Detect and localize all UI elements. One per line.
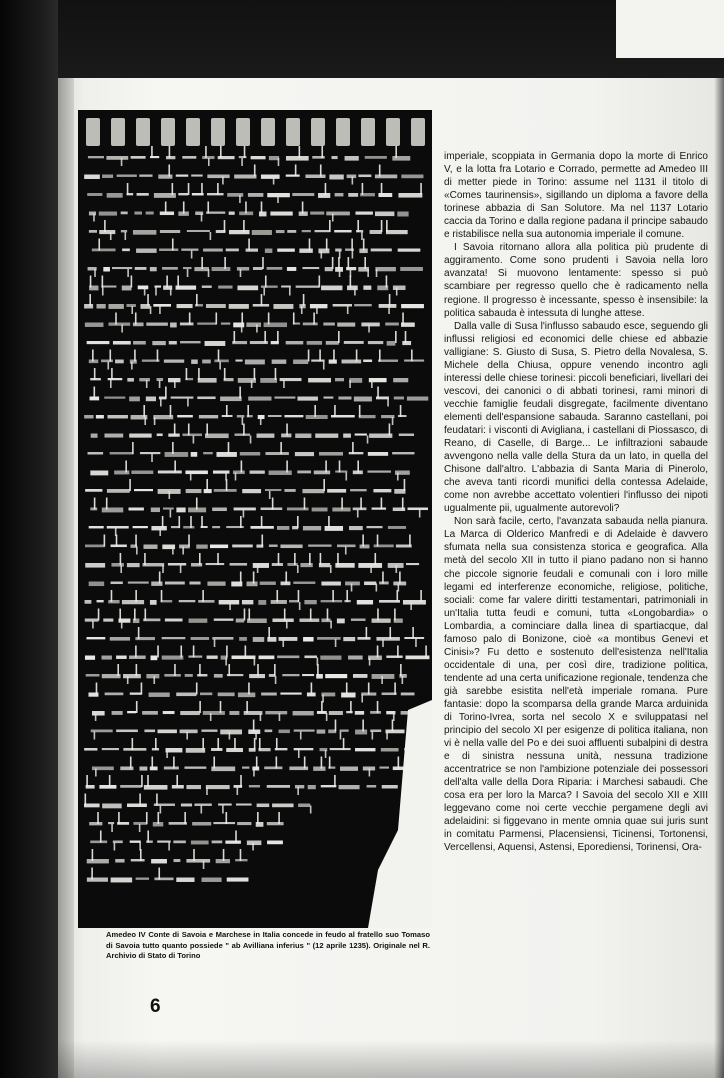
scan-left-border bbox=[0, 0, 58, 1078]
manuscript-photo bbox=[78, 110, 432, 928]
figure-caption: Amedeo IV Conte di Savoia e Marchese in Italia concede in feudo al fratello suo Tomaso di Savoia tutto quanto possiede " ab Avilliana inferius " (12 aprile 1235). Originale nel R. Archivio di Stato di Torino bbox=[106, 930, 430, 961]
paragraph-4: Non sarà facile, certo, l'avanzata sabauda nella pianura. La Marca di Olderico Manfredi e di Adelaide è davvero sfumata nella sua consistenza storica e geografica. Alla metà del secolo XII in tutto il piano padano non si hanno che piccole signorie feudali e comunali con i loro mille legami ed interferenze economiche, religiose, politiche, sociali: come far valere diritti testamentari, patrimoniali in un'Italia tutta feudi e comuni, tutta «Longobardia» o Lombardia, a cominciare dalla linea di spartiacque, dal famoso palo di Bonizone, cioè «a montibus Genevi et Cinisi»? Fu detto e sostenuto dell'esistenza nell'Italia occidentale di una, per così dire, tradizione politica, tendente ad una certa unificazione regionale, tendenza che già sarebbe esistita nell'età imperiale romana. Pure fantasie: dopo la scomparsa della grande Marca arduinida di Torino-Ivrea, sorta nel secolo X e sviluppatasi nel principio del secolo XI per esigenze di politica italiana, non vi è nella valle del Po e dei suoi affluenti subalpini di destra e di sinistra nessuna unità, nessuna tradizione accentratrice se non l'ambizione potenziale dei possessori dell'alta valle della Dora Riparia: i Marchesi sabaudi. Che cosa era per loro la Marca? I Savoia del secolo XII e XIII leggevano come noi certe vecchie pergamene degli avi adelaidini: si figgevano in mente omnia quae sui juris sunt in comitatu Parmensi, Placensiensi, Ticinensi, Tortonensi, Vercellensi, Aquensi, Astensi, Eporediensi, Torinensi, Ora- bbox=[444, 516, 708, 854]
paragraph-3: Dalla valle di Susa l'influsso sabaudo esce, seguendo gli influssi religiosi ed economici delle chiese ed abbazie valligiane: S. Giusto di Susa, S. Pietro della Novalesa, S. Michele della Chiusa, oppure venendo incontro agli interessi delle chiese torinesi: piccoli beneficiari, livellari dei vescovi, dei canonici o di abbati torinesi, rami minori di vecchie famiglie feudali disgregate, facilmente diventano elementi dell'espansione sabauda. Saranno castellani, poi feudatari: i visconti di Avigliana, i castellani di Piossasco, di Reano, di Caselle, di Barge... Le infiltrazioni sabaude avvengono nella valle della Stura da un lato, in quella del Chisone dall'altro. L'abbazia di Santa Maria di Pinerolo, che aveva tanti ricordi munifici della contessa Adelaide, come non avrebbe accettato volentieri l'influsso dei nipoti ugualmente pii, ugualmente autorevoli? bbox=[444, 320, 708, 515]
page-gutter-shadow bbox=[58, 78, 74, 1078]
paragraph-1: imperiale, scoppiata in Germania dopo la morte di Enrico V, e la lotta fra Lotario e Corrado, permette ad Amedeo III di metter piede in Torino: assume nel 1131 il titolo di «Comes taurinensis», sigillando un diploma a favore della torinese abbazia di San Solutore. Ma nel 1137 Lotario caccia da Torino e dalla regione padana il principe sabaudo e ristabilisce nella sua autonomia imperiale il comune. bbox=[444, 151, 709, 241]
paragraph-2: I Savoia ritornano allora alla politica più prudente di aggiramento. Come sono prudenti i Savoia nella loro avanzata! Si muovono lentamente: spesso si può scambiare per regresso quello che è radicamento nella regione. Il progresso è incessante, spesso è insensibile: la politica sabauda è intessuta di lunghe attese. bbox=[444, 242, 708, 319]
page-number: 6 bbox=[150, 996, 161, 1017]
bottom-shade bbox=[58, 1040, 724, 1078]
scan-corner-paper bbox=[616, 0, 724, 58]
page-right-edge bbox=[714, 78, 724, 1078]
charter-manuscript-icon bbox=[78, 110, 432, 928]
text-column bbox=[444, 150, 708, 855]
